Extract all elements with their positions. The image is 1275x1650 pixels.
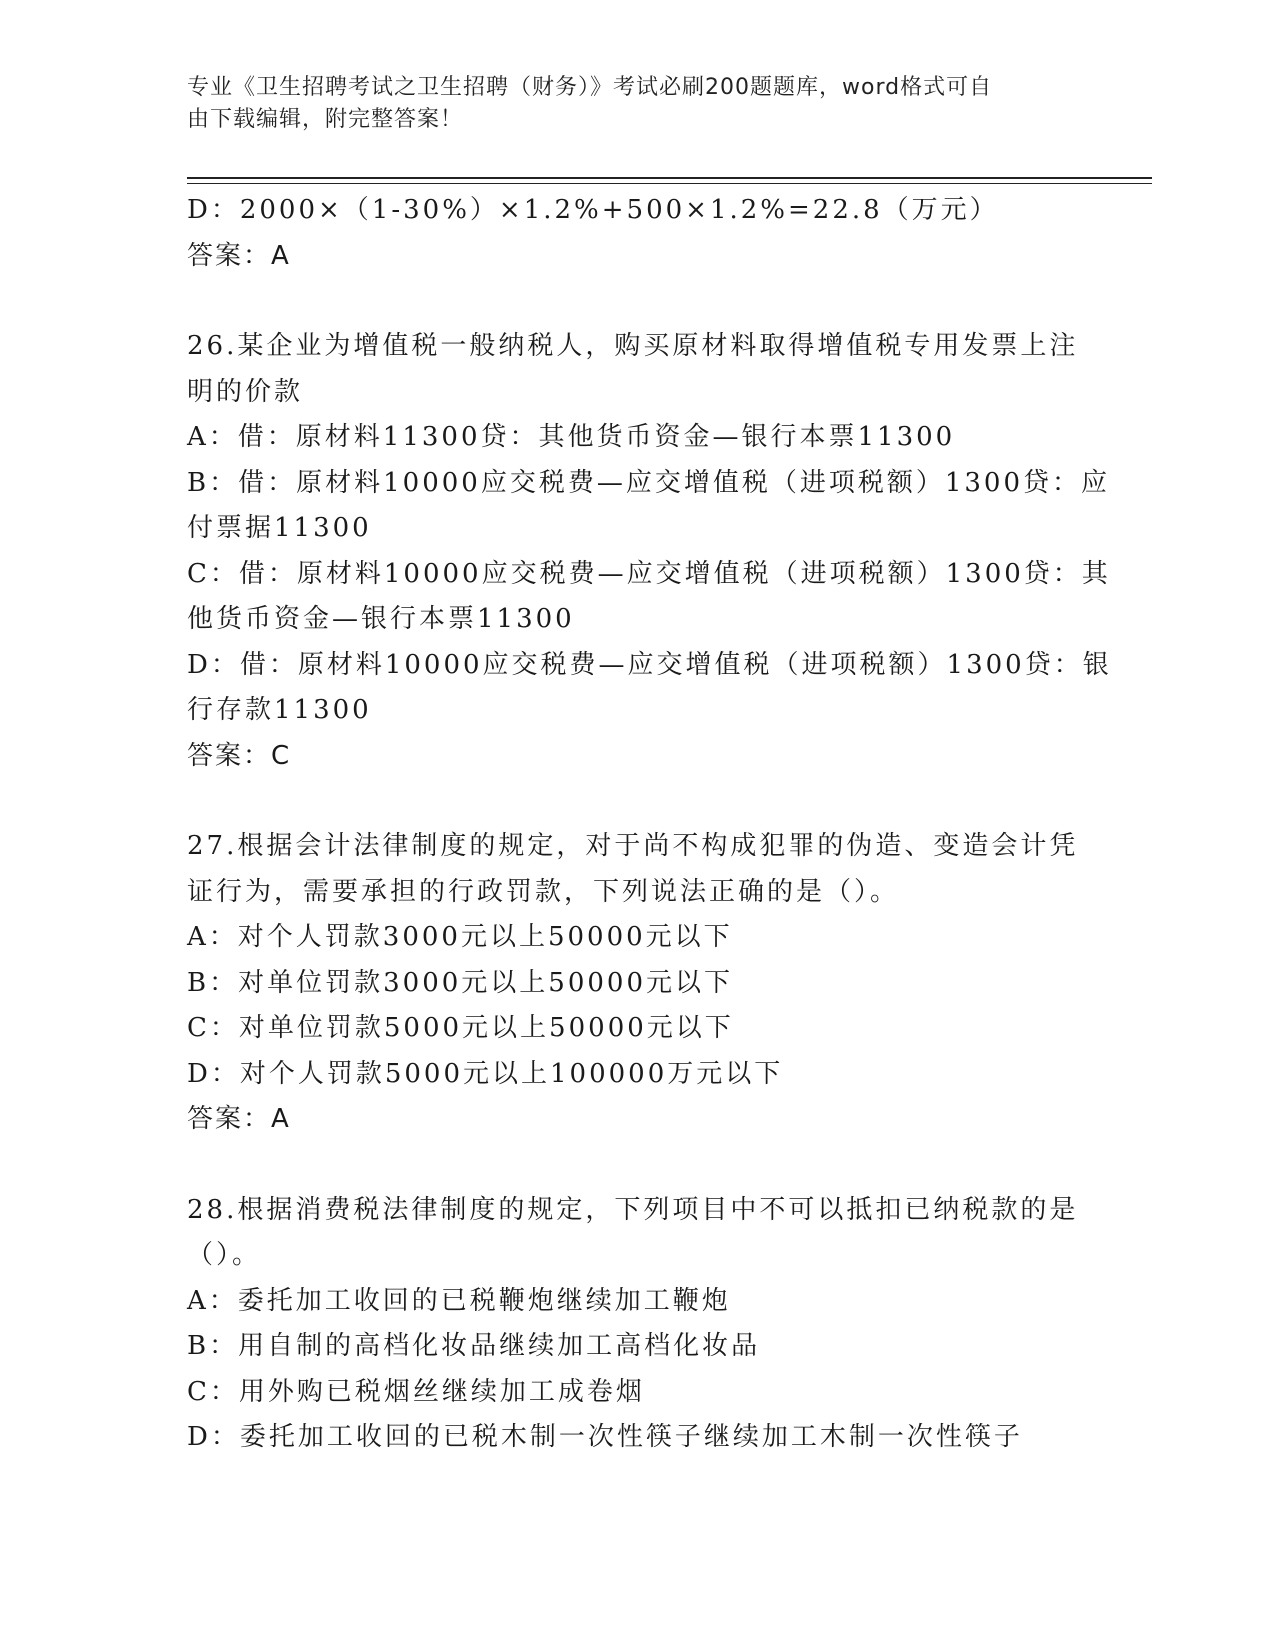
question-stem: 27.根据会计法律制度的规定，对于尚不构成犯罪的伪造、变造会计凭 bbox=[187, 831, 1079, 861]
document-body bbox=[187, 188, 1112, 1461]
question-28 bbox=[187, 1188, 1087, 1461]
option-d: D：2000×（1-30%）×1.2%+500×1.2%=22.8（万元） bbox=[187, 195, 999, 225]
option-d-cont: 行存款11300 bbox=[187, 695, 372, 725]
answer-line: 答案：A bbox=[187, 240, 291, 271]
question-27 bbox=[187, 824, 1087, 1143]
option-c-cont: 他货币资金—银行本票11300 bbox=[187, 604, 575, 634]
header-line-2: 由下载编辑，附完整答案！ bbox=[187, 107, 464, 132]
answer-line: 答案：C bbox=[187, 740, 292, 771]
answer-line: 答案：A bbox=[187, 1104, 291, 1134]
question-26 bbox=[187, 324, 1112, 779]
option-c: C：用外购已税烟丝继续加工成卷烟 bbox=[187, 1376, 645, 1407]
option-b: B：借：原材料10000应交税费—应交增值税（进项税额）1300贷：应 bbox=[187, 467, 1110, 498]
option-d: D：借：原材料10000应交税费—应交增值税（进项税额）1300贷：银 bbox=[187, 649, 1112, 680]
spacer bbox=[187, 779, 1087, 824]
option-b: B：用自制的高档化妆品继续加工高档化妆品 bbox=[187, 1331, 761, 1361]
question-stem-cont: 明的价款 bbox=[187, 376, 304, 407]
option-d: D：委托加工收回的已税木制一次性筷子继续加工木制一次性筷子 bbox=[187, 1422, 1023, 1452]
question-stem-cont: （）。 bbox=[187, 1240, 262, 1270]
question-stem-cont: 证行为，需要承担的行政罚款，下列说法正确的是（）。 bbox=[187, 876, 900, 907]
spacer bbox=[187, 279, 1087, 324]
header-line-1: 专业《卫生招聘考试之卫生招聘（财务）》考试必刷200题题库，word格式可自 bbox=[187, 75, 993, 100]
option-a: A：委托加工收回的已税鞭炮继续加工鞭炮 bbox=[187, 1285, 731, 1316]
header-rule-thick bbox=[187, 177, 1152, 179]
question-stem: 26.某企业为增值税一般纳税人，购买原材料取得增值税专用发票上注 bbox=[187, 331, 1079, 361]
option-a: A：借：原材料11300贷：其他货币资金—银行本票11300 bbox=[187, 422, 956, 452]
question-stem: 28.根据消费税法律制度的规定，下列项目中不可以抵扣已纳税款的是 bbox=[187, 1194, 1079, 1225]
option-c: C：对单位罚款5000元以上50000元以下 bbox=[187, 1013, 734, 1043]
header-rule-thin bbox=[187, 183, 1152, 184]
option-b: B：对单位罚款3000元以上50000元以下 bbox=[187, 967, 733, 998]
option-c: C：借：原材料10000应交税费—应交增值税（进项税额）1300贷：其 bbox=[187, 558, 1111, 589]
option-a: A：对个人罚款3000元以上50000元以下 bbox=[187, 922, 733, 952]
previous-question-tail bbox=[187, 188, 1087, 279]
spacer bbox=[187, 1143, 1087, 1188]
option-b-cont: 付票据11300 bbox=[187, 513, 372, 543]
option-d: D：对个人罚款5000元以上100000万元以下 bbox=[187, 1058, 784, 1089]
page-header bbox=[187, 72, 1087, 136]
